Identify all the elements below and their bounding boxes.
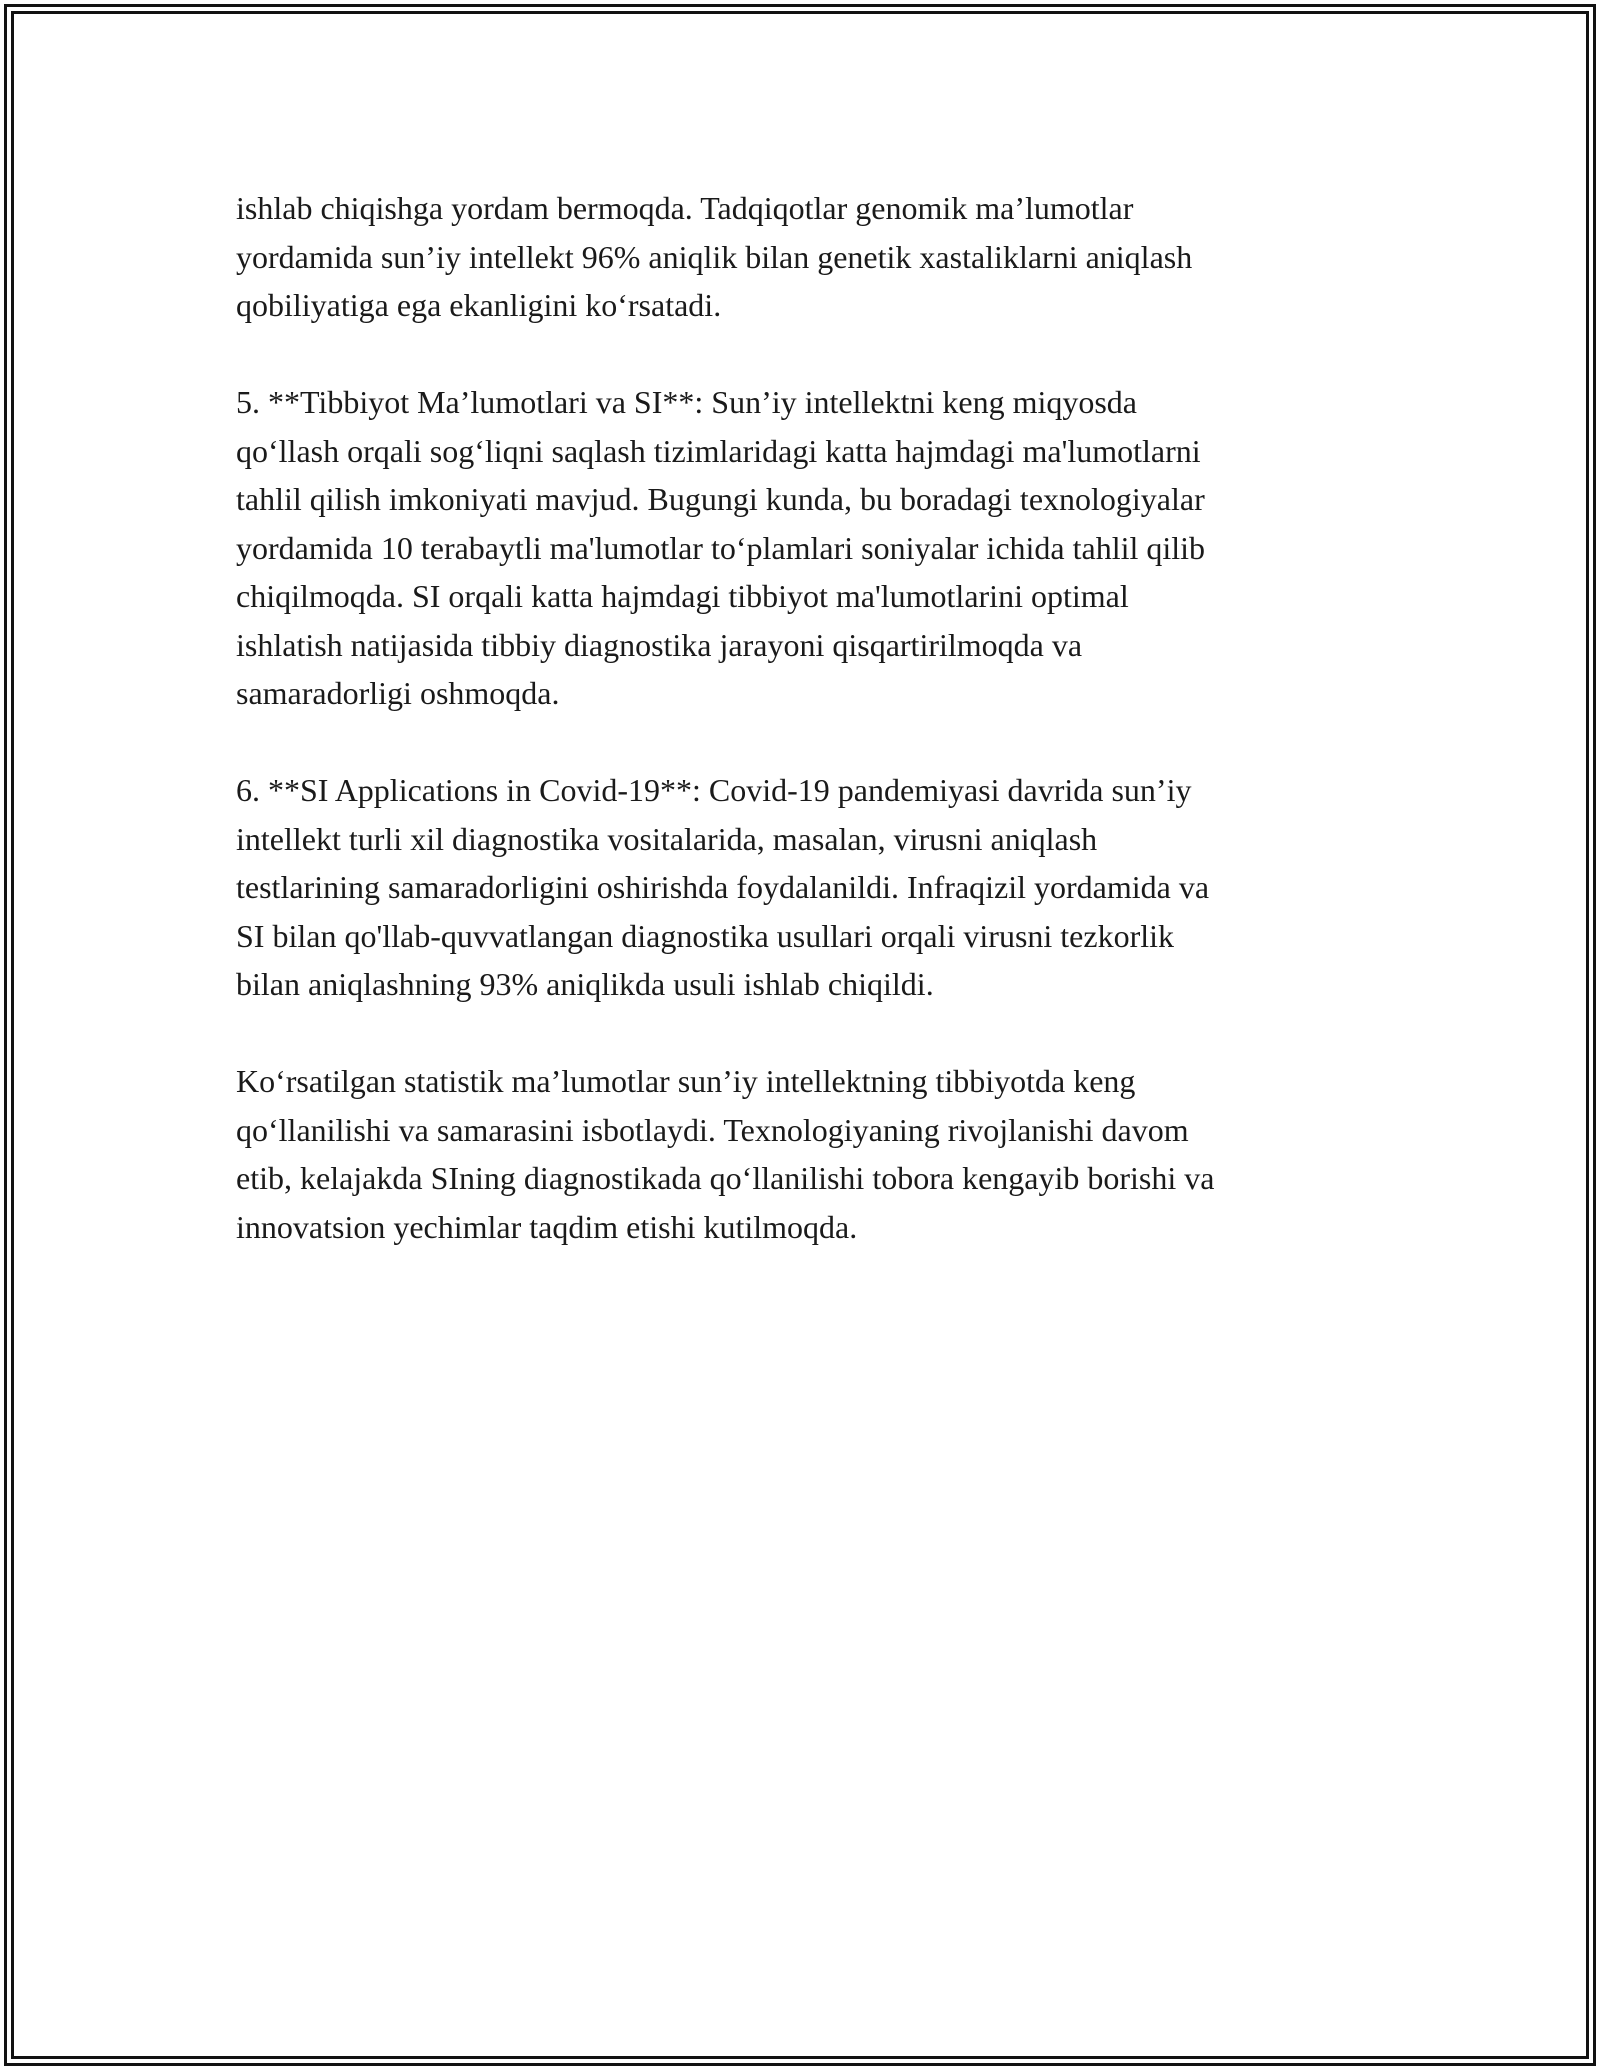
paragraph-conclusion: Ko‘rsatilgan statistik ma’lumotlar sun’iy intellektning tibbiyotda keng qo‘llanilishi va samarasini isbotlaydi. Texnologiyaning rivojlanishi davom etib, kelajakda SIning diagnostikada qo‘llanilishi tobora kengayib borishi va innovatsion yechimlar taqdim etishi kutilmoqda. (236, 1063, 1215, 1245)
document-body (236, 184, 1376, 1300)
paragraph-continuation: ishlab chiqishga yordam bermoqda. Tadqiqotlar genomik ma’lumotlar yordamida sun’iy intellekt 96% aniqlik bilan genetik xastaliklarni aniqlash qobiliyatiga ega ekanligini ko‘rsatadi. (236, 190, 1193, 323)
paragraph-medical-data: 5. **Tibbiyot Ma’lumotlari va SI**: Sun’iy intellektni keng miqyosda qo‘llash orqali sog‘liqni saqlash tizimlaridagi katta hajmdagi ma'lumotlarni tahlil qilish imkoniyati mavjud. Bugungi kunda, bu boradagi texnologiyalar yordamida 10 terabaytli ma'lumotlar to‘plamlari soniyalar ichida tahlil qilib chiqilmoqda. SI orqali katta hajmdagi tibbiyot ma'lumotlarini optimal ishlatish natijasida tibbiy diagnostika jarayoni qisqartirilmoqda va samaradorligi oshmoqda. (236, 384, 1206, 711)
paragraph-covid-applications: 6. **SI Applications in Covid-19**: Covid-19 pandemiyasi davrida sun’iy intellekt turli xil diagnostika vositalarida, masalan, virusni aniqlash testlarining samaradorligini oshirishda foydalanildi. Infraqizil yordamida va SI bilan qo'llab-quvvatlangan diagnostika usullari orqali virusni tezkorlik bilan aniqlashning 93% aniqlikda usuli ishlab chiqildi. (236, 772, 1210, 1002)
